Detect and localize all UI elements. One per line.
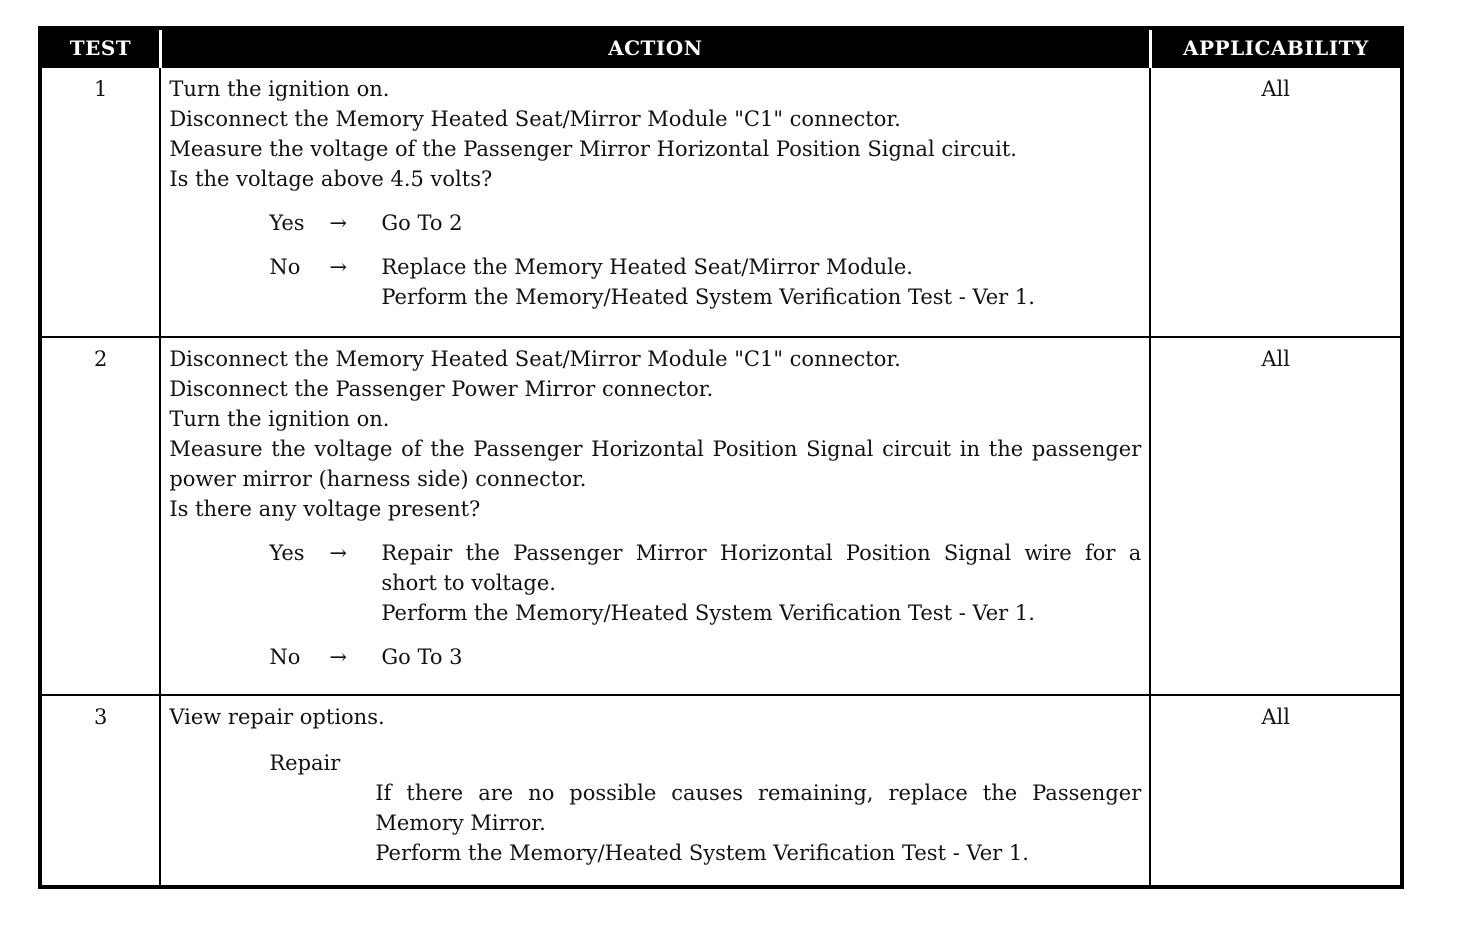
table-row	[40, 695, 1402, 887]
action-step: Measure the voltage of the Passenger Horizontal Position Signal circuit in the passenger power mirror (harness side) connector.	[169, 437, 1142, 491]
arrow-icon: →	[329, 645, 347, 669]
arrow-icon: →	[329, 211, 347, 235]
applicability-value: All	[1150, 695, 1402, 887]
action-step: Is the voltage above 4.5 volts?	[169, 167, 493, 191]
action-step: Measure the voltage of the Passenger Mirror Horizontal Position Signal circuit.	[169, 137, 1017, 161]
header-test: TEST	[40, 28, 160, 67]
yes-result: Go To 2	[381, 211, 463, 235]
action-cell	[160, 337, 1150, 695]
table-row	[40, 337, 1402, 695]
yes-result-line: Perform the Memory/Heated System Verification Test - Ver 1.	[381, 601, 1035, 625]
action-cell	[160, 695, 1150, 887]
yes-response	[269, 538, 1141, 628]
applicability-value: All	[1150, 337, 1402, 695]
repair-label: Repair	[269, 751, 341, 775]
yes-label: Yes	[269, 541, 305, 565]
no-result-line: Replace the Memory Heated Seat/Mirror Module.	[381, 255, 913, 279]
test-number: 1	[40, 67, 160, 337]
no-label: No	[269, 255, 301, 279]
diagnostic-test-table	[38, 26, 1404, 889]
action-cell	[160, 67, 1150, 337]
action-step: Is there any voltage present?	[169, 497, 481, 521]
test-number: 2	[40, 337, 160, 695]
yes-result-line: Repair the Passenger Mirror Horizontal Position Signal wire for a short to voltage.	[381, 541, 1142, 595]
action-step: Disconnect the Memory Heated Seat/Mirror Module "C1" connector.	[169, 107, 901, 131]
yes-result	[381, 538, 1141, 628]
repair-instruction: Perform the Memory/Heated System Verification Test - Ver 1.	[375, 841, 1029, 865]
header-action: ACTION	[160, 28, 1150, 67]
arrow-icon: →	[329, 541, 347, 565]
no-result-line: Perform the Memory/Heated System Verification Test - Ver 1.	[381, 285, 1035, 309]
yes-label: Yes	[269, 211, 305, 235]
no-label: No	[269, 645, 301, 669]
test-number: 3	[40, 695, 160, 887]
no-result	[381, 252, 1141, 312]
applicability-value: All	[1150, 67, 1402, 337]
action-step: Disconnect the Memory Heated Seat/Mirror Module "C1" connector.	[169, 347, 901, 371]
action-step: Turn the ignition on.	[169, 407, 390, 431]
action-step: Disconnect the Passenger Power Mirror connector.	[169, 377, 714, 401]
repair-instruction: If there are no possible causes remaining, replace the Passenger Memory Mirror.	[375, 781, 1142, 835]
no-response	[269, 252, 1141, 312]
no-response	[269, 642, 1141, 672]
no-result: Go To 3	[381, 645, 463, 669]
action-step: Turn the ignition on.	[169, 77, 390, 101]
table-row	[40, 67, 1402, 337]
action-step: View repair options.	[169, 705, 385, 729]
arrow-icon: →	[329, 255, 347, 279]
header-row	[40, 28, 1402, 67]
header-applicability: APPLICABILITY	[1150, 28, 1402, 67]
yes-response	[269, 208, 1141, 238]
